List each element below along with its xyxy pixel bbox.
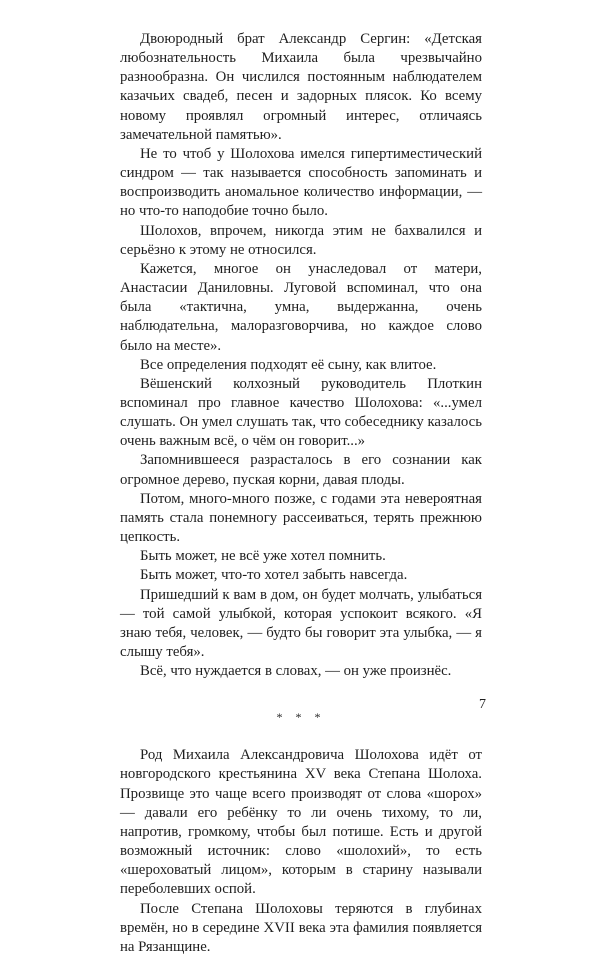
paragraph: После Степана Шолоховы теряются в глубинах времён, но в середине XVII века эта фамилия появляется на Рязанщине. — [120, 900, 482, 955]
paragraph: Всё, что нуждается в словах, — он уже произнёс. — [140, 663, 452, 680]
page-number: 7 — [479, 697, 486, 712]
paragraph: Запомнившееся разрасталось в его сознании как огромное дерево, пуская корни, давая плоды. — [120, 452, 482, 488]
paragraph: Потом, много-много позже, с годами эта невероятная память стала понемногу рассеиваться, терять прежнюю цепкость. — [120, 490, 482, 546]
paragraph: Пришедший к вам в дом, он будет молчать, улыбаться — той самой улыбкой, которая успокоит всякого. «Я знаю тебя, человек, — будто бы говорит эта улыбка, — я слышу тебя». — [120, 586, 482, 660]
paragraph: Быть может, что-то хотел забыть навсегда. — [140, 567, 408, 584]
paragraph: Кажется, многое он унаследовал от матери, Анастасии Даниловны. Луговой вспоминал, что она была «тактична, умна, выдержанна, очень наблюдательна, малоразговорчива, но каждое слово было на месте». — [120, 260, 482, 354]
paragraph: Вёшенский колхозный руководитель Плоткин вспоминал про главное качество Шолохова: «...умел слушать. Он умел слушать так, что собеседнику казалось очень важным всё, о чём он говорит...» — [120, 375, 482, 450]
paragraph: Не то чтоб у Шолохова имелся гипертиместический синдром — так называется способность запоминать и воспроизводить аномальное количество информации, — но что-то наподобие точно было. — [120, 145, 482, 220]
paragraph: Род Михаила Александровича Шолохова идёт от новгородского крестьянина XV века Степана Шолоха. Прозвище это чаще всего производят от слова «шорох» — давали его ребёнку то ли очень тихому, то ли, напротив, громкому, чтобы был потише. Есть и другой возможный источник: слово «шолохий», то есть «шероховатый лицом», которым в старину называли переболевших оспой. — [120, 747, 482, 898]
main-text — [120, 30, 482, 957]
section-separator: * * * — [276, 710, 326, 725]
paragraph: Двоюродный брат Александр Сергин: «Детская любознательность Михаила была чрезвычайно разнообразна. Он числился постоянным наблюдателем казачьих свадеб, песен и задорных плясок. Ко всему новому проявлял огромный интерес, отличаясь замечательной памятью». — [120, 31, 482, 143]
paragraph: Шолохов, впрочем, никогда этим не бахвалился и серьёзно к этому не относился. — [120, 222, 482, 258]
paragraph: Быть может, не всё уже хотел помнить. — [140, 548, 386, 565]
paragraph: Все определения подходят её сыну, как влитое. — [140, 356, 437, 373]
